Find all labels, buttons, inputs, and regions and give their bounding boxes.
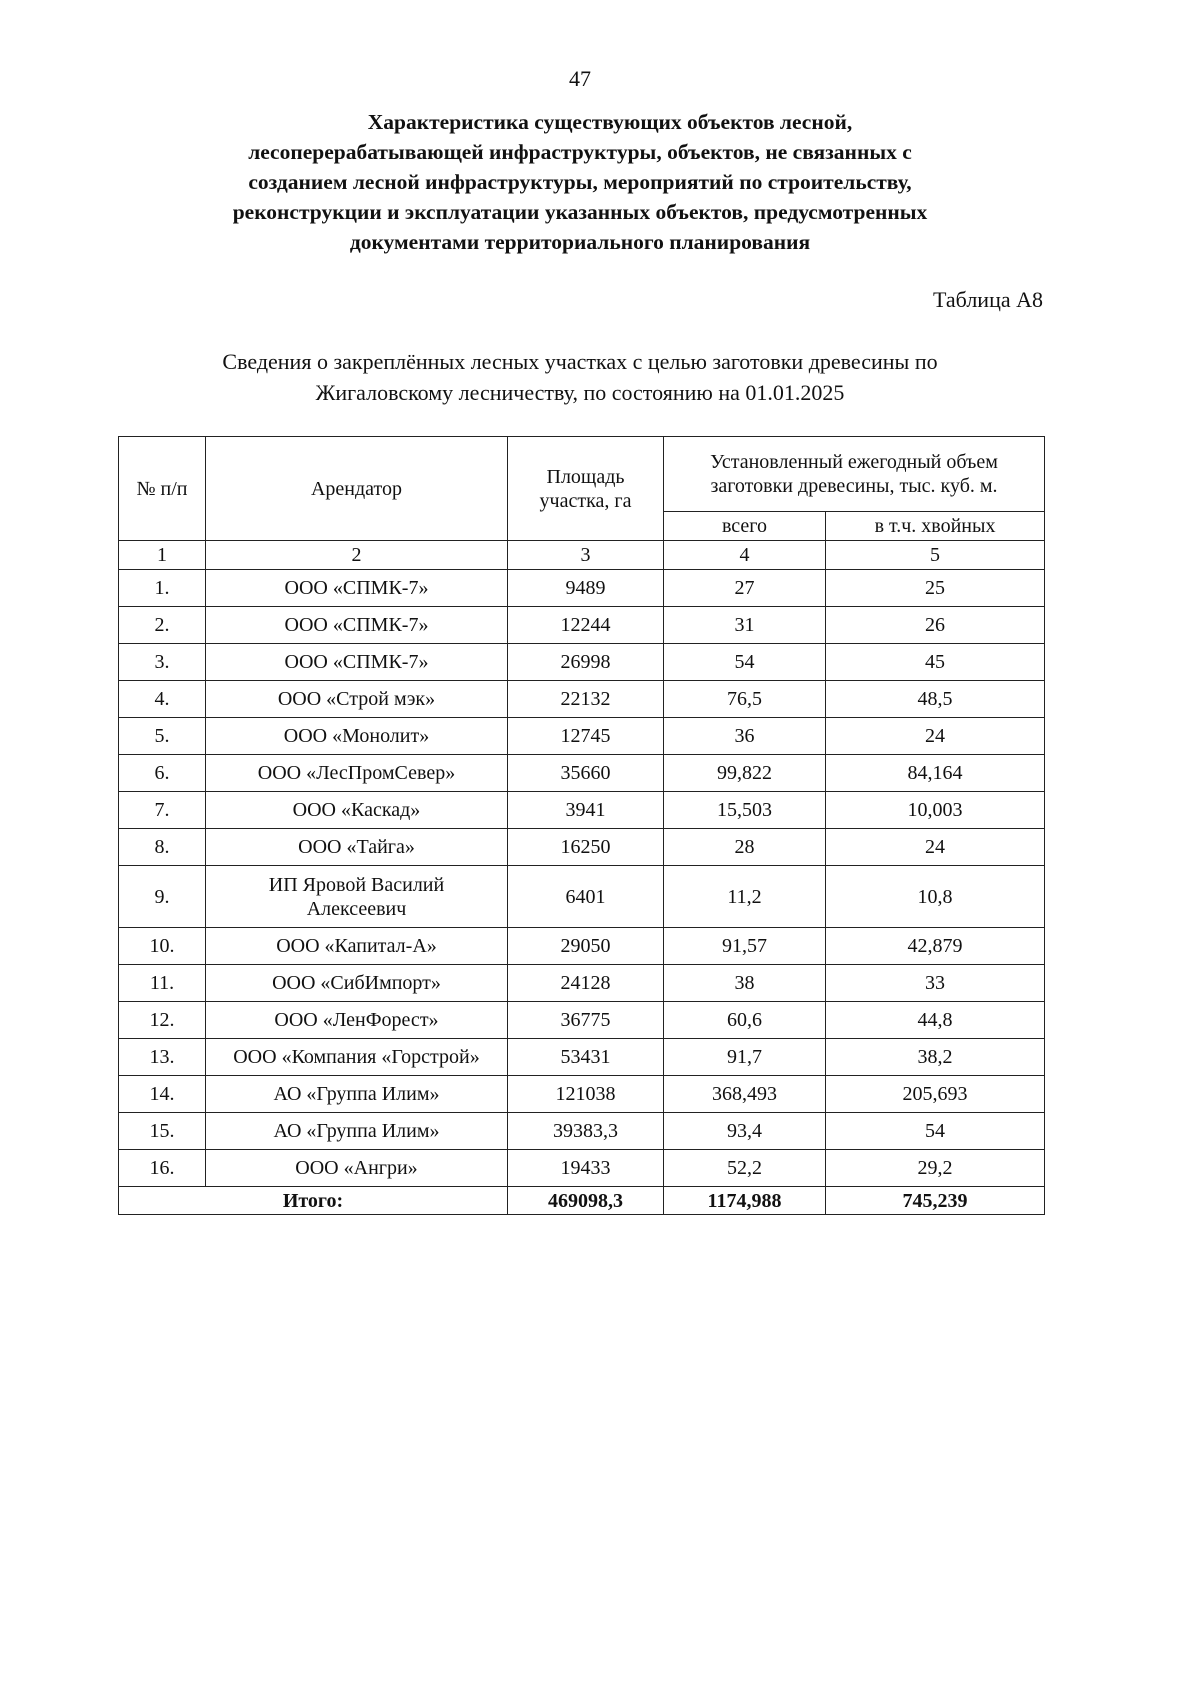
- header-volume: Установленный ежегодный объем заготовки древесины, тыс. куб. м.: [664, 437, 1045, 512]
- volume-conifer: 38,2: [826, 1039, 1045, 1076]
- area-value: 24128: [508, 965, 664, 1002]
- tenant-name: ООО «Компания «Горстрой»: [206, 1039, 508, 1076]
- volume-total: 28: [664, 829, 826, 866]
- row-number: 14.: [119, 1076, 206, 1113]
- table-row: [119, 681, 1045, 718]
- area-value: 26998: [508, 644, 664, 681]
- volume-total: 60,6: [664, 1002, 826, 1039]
- volume-total: 15,503: [664, 792, 826, 829]
- area-value: 12745: [508, 718, 664, 755]
- tenant-name: ИП Яровой Василий Алексеевич: [206, 866, 508, 928]
- title-line: Характеристика существующих объектов лесной,: [367, 110, 853, 134]
- volume-conifer: 33: [826, 965, 1045, 1002]
- table-row: [119, 1039, 1045, 1076]
- total-area: 469098,3: [508, 1187, 664, 1215]
- row-number: 9.: [119, 866, 206, 928]
- table-row: [119, 1076, 1045, 1113]
- volume-total: 368,493: [664, 1076, 826, 1113]
- area-value: 16250: [508, 829, 664, 866]
- title-line: документами территориального планирования: [349, 230, 811, 254]
- table-row: [119, 644, 1045, 681]
- volume-conifer: 10,003: [826, 792, 1045, 829]
- row-number: 10.: [119, 928, 206, 965]
- total-volume: 1174,988: [664, 1187, 826, 1215]
- table-row: [119, 1150, 1045, 1187]
- volume-conifer: 84,164: [826, 755, 1045, 792]
- row-number: 5.: [119, 718, 206, 755]
- row-number: 12.: [119, 1002, 206, 1039]
- area-value: 9489: [508, 570, 664, 607]
- volume-total: 36: [664, 718, 826, 755]
- volume-total: 38: [664, 965, 826, 1002]
- area-value: 39383,3: [508, 1113, 664, 1150]
- row-number: 11.: [119, 965, 206, 1002]
- tenant-name: ООО «СПМК-7»: [206, 607, 508, 644]
- row-number: 13.: [119, 1039, 206, 1076]
- volume-total: 52,2: [664, 1150, 826, 1187]
- area-value: 36775: [508, 1002, 664, 1039]
- area-value: 53431: [508, 1039, 664, 1076]
- area-value: 3941: [508, 792, 664, 829]
- volume-total: 93,4: [664, 1113, 826, 1150]
- row-number: 15.: [119, 1113, 206, 1150]
- volume-conifer: 44,8: [826, 1002, 1045, 1039]
- volume-total: 31: [664, 607, 826, 644]
- row-number: 3.: [119, 644, 206, 681]
- row-number: 2.: [119, 607, 206, 644]
- volume-conifer: 24: [826, 829, 1045, 866]
- volume-total: 11,2: [664, 866, 826, 928]
- table-row: [119, 718, 1045, 755]
- table-row: [119, 866, 1045, 928]
- volume-conifer: 25: [826, 570, 1045, 607]
- tenant-name: ООО «Монолит»: [206, 718, 508, 755]
- table-label: Таблица А8: [933, 287, 1043, 312]
- volume-conifer: 29,2: [826, 1150, 1045, 1187]
- area-value: 35660: [508, 755, 664, 792]
- volume-total: 76,5: [664, 681, 826, 718]
- volume-total: 54: [664, 644, 826, 681]
- tenant-name: ООО «ЛесПромСевер»: [206, 755, 508, 792]
- area-value: 22132: [508, 681, 664, 718]
- column-number: 2: [206, 541, 508, 570]
- tenant-name: ООО «Каскад»: [206, 792, 508, 829]
- tenant-name: ООО «Капитал-А»: [206, 928, 508, 965]
- area-value: 121038: [508, 1076, 664, 1113]
- total-label: Итого:: [119, 1187, 508, 1215]
- volume-conifer: 10,8: [826, 866, 1045, 928]
- table-row: [119, 965, 1045, 1002]
- column-number: 4: [664, 541, 826, 570]
- title-line: лесоперерабатывающей инфраструктуры, объектов, не связанных с: [248, 140, 912, 164]
- table-row: [119, 607, 1045, 644]
- table-row: [119, 928, 1045, 965]
- table-row: [119, 570, 1045, 607]
- volume-conifer: 48,5: [826, 681, 1045, 718]
- area-value: 6401: [508, 866, 664, 928]
- document-title: [130, 107, 1030, 257]
- table-row: [119, 792, 1045, 829]
- title-line: реконструкции и эксплуатации указанных объектов, предусмотренных: [232, 200, 928, 224]
- column-number: 3: [508, 541, 664, 570]
- volume-total: 91,7: [664, 1039, 826, 1076]
- caption-line: Сведения о закреплённых лесных участках с целью заготовки древесины по: [222, 349, 938, 374]
- area-value: 12244: [508, 607, 664, 644]
- area-value: 29050: [508, 928, 664, 965]
- volume-conifer: 205,693: [826, 1076, 1045, 1113]
- volume-total: 91,57: [664, 928, 826, 965]
- leases-table: [118, 436, 1045, 1215]
- row-number: 6.: [119, 755, 206, 792]
- table-row: [119, 829, 1045, 866]
- tenant-name: ООО «ЛенФорест»: [206, 1002, 508, 1039]
- column-number: 5: [826, 541, 1045, 570]
- volume-conifer: 45: [826, 644, 1045, 681]
- table-row: [119, 1002, 1045, 1039]
- title-line: созданием лесной инфраструктуры, мероприятий по строительству,: [248, 170, 912, 194]
- tenant-name: АО «Группа Илим»: [206, 1076, 508, 1113]
- header-volume-total: всего: [664, 512, 826, 541]
- row-number: 7.: [119, 792, 206, 829]
- table-caption: [110, 346, 1050, 408]
- header-volume-conifer: в т.ч. хвойных: [826, 512, 1045, 541]
- header-tenant: Арендатор: [206, 437, 508, 541]
- volume-total: 27: [664, 570, 826, 607]
- tenant-name: ООО «Строй мэк»: [206, 681, 508, 718]
- caption-line: Жигаловскому лесничеству, по состоянию на 01.01.2025: [315, 380, 845, 405]
- row-number: 4.: [119, 681, 206, 718]
- header-area: Площадь участка, га: [508, 437, 664, 541]
- area-value: 19433: [508, 1150, 664, 1187]
- row-number: 8.: [119, 829, 206, 866]
- header-num: № п/п: [119, 437, 206, 541]
- volume-conifer: 24: [826, 718, 1045, 755]
- volume-conifer: 54: [826, 1113, 1045, 1150]
- table-row: [119, 755, 1045, 792]
- tenant-name: АО «Группа Илим»: [206, 1113, 508, 1150]
- total-row: [119, 1187, 1045, 1215]
- volume-total: 99,822: [664, 755, 826, 792]
- tenant-name: ООО «Ангри»: [206, 1150, 508, 1187]
- volume-conifer: 26: [826, 607, 1045, 644]
- column-number: 1: [119, 541, 206, 570]
- total-conifer: 745,239: [826, 1187, 1045, 1215]
- volume-conifer: 42,879: [826, 928, 1045, 965]
- tenant-name: ООО «СПМК-7»: [206, 644, 508, 681]
- table-row: [119, 1113, 1045, 1150]
- row-number: 1.: [119, 570, 206, 607]
- tenant-name: ООО «Тайга»: [206, 829, 508, 866]
- tenant-name: ООО «СПМК-7»: [206, 570, 508, 607]
- row-number: 16.: [119, 1150, 206, 1187]
- page-number: 47: [569, 66, 591, 91]
- tenant-name: ООО «СибИмпорт»: [206, 965, 508, 1002]
